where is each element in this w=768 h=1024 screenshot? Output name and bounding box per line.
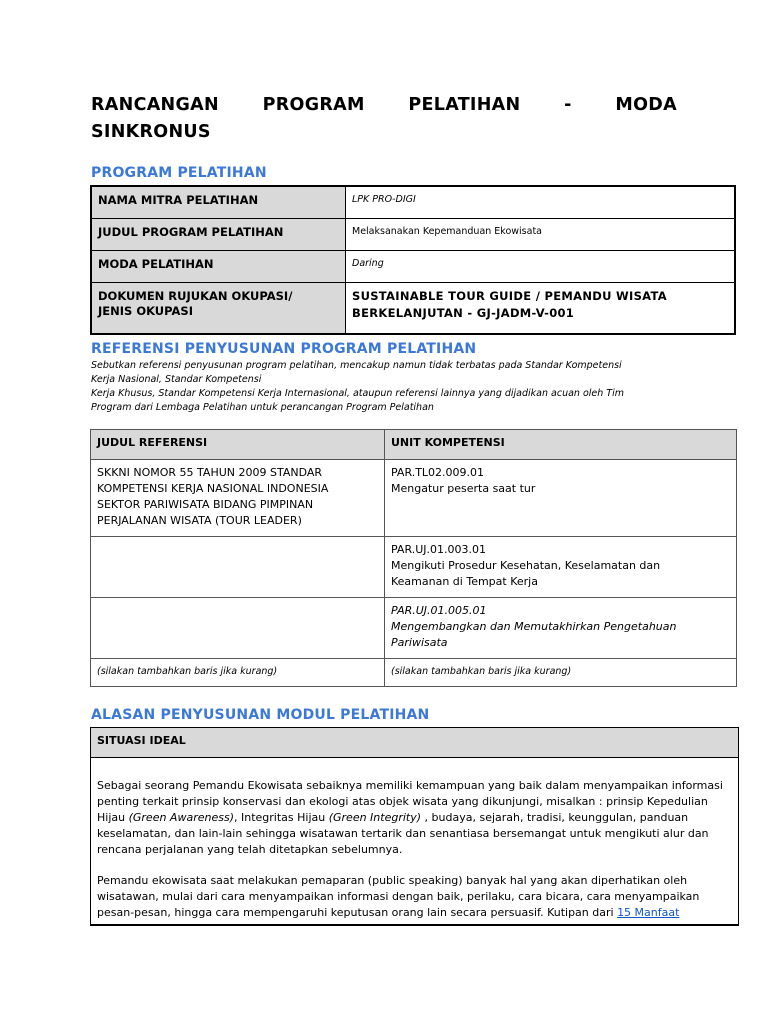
column-header-judul: JUDUL REFERENSI — [91, 430, 385, 460]
document-title — [91, 92, 677, 146]
paragraph — [97, 873, 732, 921]
intro-line: Kerja Khusus, Standar Kompetensi Kerja Internasional, ataupun referensi lainnya yang dijadikan acuan oleh Tim — [91, 388, 624, 399]
alasan-table — [90, 727, 739, 926]
situasi-ideal-header: SITUASI IDEAL — [91, 728, 739, 758]
title-word: PROGRAM — [262, 95, 365, 115]
referensi-table — [90, 429, 737, 687]
text-run: Sebagai seorang Pemandu Ekowisata sebaiknya memiliki kemampuan yang baik dalam menyampaikan informasi penting terkait prinsip konservasi dan ekologi atas objek wisata yang dikunjungi, misalkan : prinsip Kepedulian Hijau — [97, 779, 723, 824]
program-label: JUDUL PROGRAM PELATIHAN — [91, 219, 346, 251]
unit-code: PAR.UJ.01.003.01 — [391, 543, 486, 556]
label-line: JENIS OKUPASI — [98, 304, 193, 318]
unit-cell[interactable] — [385, 598, 737, 659]
text-run-italic: (Green Awareness) — [128, 811, 234, 824]
table-row — [91, 219, 735, 251]
alasan-section-heading: ALASAN PENYUSUNAN MODUL PELATIHAN — [91, 707, 430, 723]
title-word: - — [564, 95, 572, 115]
intro-line: Kerja Nasional, Standar Kompetensi — [91, 374, 262, 385]
program-table — [90, 185, 736, 335]
text-run: , Integritas Hijau — [233, 811, 329, 824]
table-row — [91, 460, 737, 537]
unit-cell[interactable] — [385, 460, 737, 537]
situasi-ideal-body[interactable] — [91, 758, 739, 926]
title-word: RANCANGAN — [91, 95, 219, 115]
unit-title: Mengatur peserta saat tur — [391, 482, 536, 495]
referensi-cell[interactable] — [91, 598, 385, 659]
program-label: MODA PELATIHAN — [91, 251, 346, 283]
table-row — [91, 537, 737, 598]
program-value[interactable]: LPK PRO-DIGI — [346, 186, 736, 219]
referensi-section-heading: REFERENSI PENYUSUNAN PROGRAM PELATIHAN — [91, 341, 477, 357]
referensi-intro — [91, 359, 691, 415]
program-value[interactable]: Daring — [346, 251, 736, 283]
table-row — [91, 251, 735, 283]
text-run: Pemandu ekowisata saat melakukan pemaparan (public speaking) banyak hal yang akan diperhatikan oleh wisatawan, mulai dari cara menyampaikan informasi dengan baik, perilaku, cara bicara, cara menyampaikan pesan-pesan, hingga cara mempengaruhi keputusan orang lain secara persuasif. Kutipan dari — [97, 874, 700, 919]
table-row — [91, 659, 737, 687]
add-row-note: (silakan tambahkan baris jika kurang) — [91, 659, 385, 687]
program-label: NAMA MITRA PELATIHAN — [91, 186, 346, 219]
paragraph — [97, 778, 732, 858]
ref-line: KOMPETENSI KERJA NASIONAL INDONESIA — [97, 482, 329, 495]
title-line-2: SINKRONUS — [91, 122, 211, 142]
unit-title: Pariwisata — [391, 636, 448, 649]
unit-title: Mengikuti Prosedur Kesehatan, Keselamatan dan — [391, 559, 661, 572]
referensi-cell[interactable] — [91, 537, 385, 598]
program-label — [91, 283, 346, 335]
text-run: , budaya, sejarah, tradisi, keunggulan, panduan keselamatan, dan lain-lain sehingga wisatawan tertarik dan senantiasa bersemangat untuk mengikuti alur dan rencana perjalanan yang telah ditetapkan sebelumnya. — [97, 811, 709, 856]
add-row-note: (silakan tambahkan baris jika kurang) — [385, 659, 737, 687]
program-value[interactable]: Melaksanakan Kepemanduan Ekowisata — [346, 219, 736, 251]
title-word: MODA — [615, 95, 677, 115]
title-word: PELATIHAN — [408, 95, 521, 115]
intro-line: Sebutkan referensi penyusunan program pelatihan, mencakup namun tidak terbatas pada Standar Kompetensi — [91, 360, 622, 371]
unit-code: PAR.TL02.009.01 — [391, 466, 485, 479]
table-row — [91, 186, 735, 219]
program-section-heading: PROGRAM PELATIHAN — [91, 165, 267, 181]
manfaat-link[interactable]: 15 Manfaat — [617, 906, 680, 919]
value-line: SUSTAINABLE TOUR GUIDE / PEMANDU WISATA — [352, 289, 667, 303]
program-value[interactable] — [346, 283, 736, 335]
intro-line: Program dari Lembaga Pelatihan untuk perancangan Program Pelatihan — [91, 402, 434, 413]
ref-line: SEKTOR PARIWISATA BIDANG PIMPINAN — [97, 498, 314, 511]
ref-line: SKKNI NOMOR 55 TAHUN 2009 STANDAR — [97, 466, 323, 479]
table-row — [91, 283, 735, 335]
table-row — [91, 598, 737, 659]
referensi-cell[interactable] — [91, 460, 385, 537]
unit-title: Keamanan di Tempat Kerja — [391, 575, 538, 588]
table-header-row — [91, 430, 737, 460]
ref-line: PERJALANAN WISATA (TOUR LEADER) — [97, 514, 302, 527]
text-run-italic: (Green Integrity) — [328, 811, 422, 824]
table-header-row — [91, 728, 739, 758]
value-line: BERKELANJUTAN - GJ-JADM-V-001 — [352, 306, 575, 320]
title-line-1 — [91, 92, 677, 119]
unit-title: Mengembangkan dan Memutakhirkan Pengetahuan — [391, 620, 677, 633]
column-header-unit: UNIT KOMPETENSI — [385, 430, 737, 460]
unit-code: PAR.UJ.01.005.01 — [391, 604, 487, 617]
table-row — [91, 758, 739, 926]
unit-cell[interactable] — [385, 537, 737, 598]
label-line: DOKUMEN RUJUKAN OKUPASI/ — [98, 289, 293, 303]
